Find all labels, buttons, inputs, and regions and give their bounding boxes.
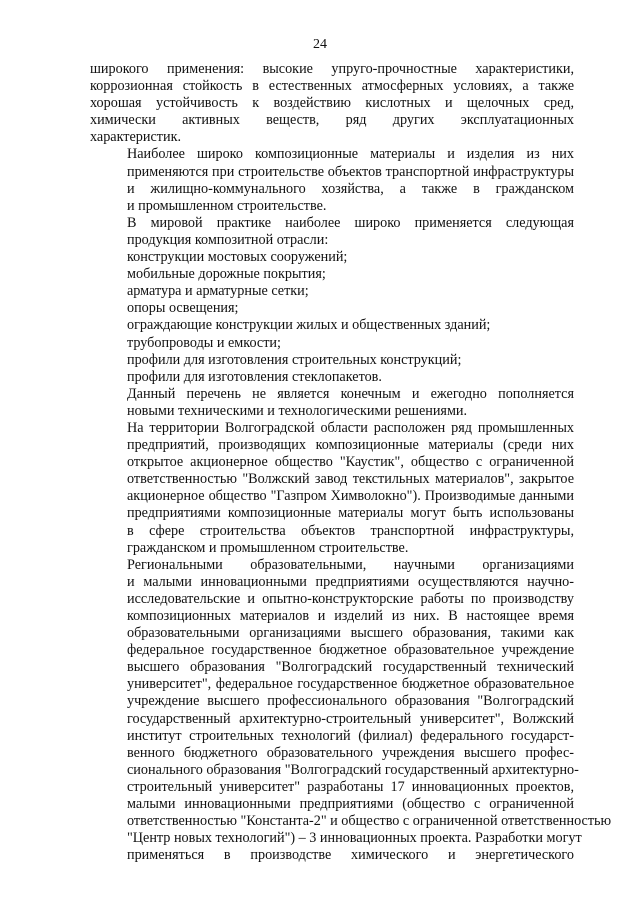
paragraph [90,420,574,557]
text-line: предприятий, производящих композиционные материалы (среди них [127,437,574,454]
text-line: предприятиями композиционные материалы могут быть использованы [127,505,574,522]
text-line: образовательными организациями высшего образования, такими как [127,625,574,642]
text-line: химически активных веществ, ряд других эксплуатационных [90,112,574,129]
list-item: профили для изготовления стеклопакетов. [127,368,382,385]
text-line: коррозионная стойкость в естественных атмосферных условиях, а также [90,78,574,95]
text-line: ответственностью "Константа-2" и общество с ограниченной ответственностью [127,813,612,830]
text-line: гражданском и промышленном строительстве. [127,539,409,556]
list-item: опоры освещения; [127,300,239,317]
list-item: арматура и арматурные сетки; [127,283,309,300]
text-line: и жилищно-коммунального хозяйства, а также в гражданском [127,180,574,197]
list-item: конструкции мостовых сооружений; [127,249,348,266]
text-line: открытое акционерное общество "Каустик", общество с ограниченной [127,454,574,471]
text-line: композиционных материалов и изделий из них. В настоящее время [127,608,574,624]
text-line: высшего образования "Волгоградский государственный технический [127,659,574,676]
text-line: В мировой практике наиболее широко применяется следующая [127,214,574,231]
text-line: применяются при строительстве объектов транспортной инфраструктуры [127,163,574,180]
text-line: в сфере строительства объектов транспортной инфраструктуры, [127,522,574,539]
text-line: строительный университет" разработаны 17 инновационных проектов, [127,778,574,795]
text-line: исследовательские и опытно-конструкторские работы по производству [127,590,574,607]
document-body [90,61,612,864]
text-line: университет", федеральное государственное бюджетное образовательное [127,676,574,693]
text-line: венного бюджетного образовательного учреждения высшего профес- [127,744,574,761]
paragraph [90,215,574,249]
text-line: Наиболее широко композиционные материалы и изделия из них [127,146,574,163]
list-item: профили для изготовления строительных конструкций; [127,351,462,368]
text-line: государственный архитектурно-строительный университет", Волжский [127,710,574,727]
text-line: На территории Волгоградской области расположен ряд промышленных [127,419,574,436]
list-item: трубопроводы и емкости; [127,334,281,351]
text-line: продукция композитной отрасли: [127,231,329,248]
text-line: новыми техническими и технологическими решениями. [127,402,468,419]
paragraph [90,386,574,420]
page-number: 24 [313,37,327,52]
list-item: ограждающие конструкции жилых и общественных зданий; [127,317,491,334]
text-line: и малыми инновационными предприятиями осуществляются научно- [127,573,574,590]
text-line: учреждение высшего профессионального образования "Волгоградский [127,693,574,710]
paragraph [90,61,574,146]
text-line: федеральное государственное бюджетное образовательное учреждение [127,642,574,659]
text-line: хорошая устойчивость к воздействию кислотных и щелочных сред, [90,95,574,112]
list-item: мобильные дорожные покрытия; [127,266,326,283]
text-line: институт строительных технологий (филиал) федерального государст- [127,727,574,744]
text-line: широкого применения: высокие упруго-прочностные характеристики, [90,61,574,77]
text-line: акционерное общество "Газпром Химволокно"). Производимые данными [127,488,574,505]
text-line: характеристик. [90,129,182,146]
paragraph [90,556,612,865]
paragraph [90,146,574,214]
text-line: Региональными образовательными, научными организациями [127,556,574,573]
text-line: Данный перечень не является конечным и ежегодно пополняется [127,385,574,402]
text-line: сионального образования "Волгоградский государственный архитектурно- [127,761,579,778]
text-line: малыми инновационными предприятиями (общество с ограниченной [127,796,574,813]
text-line: ответственностью "Волжский завод текстильных материалов", закрытое [127,471,574,488]
text-line: и промышленном строительстве. [127,197,327,214]
text-line: применяться в производстве химического и энергетического [127,847,574,864]
text-line: "Центр новых технологий") – 3 инновационных проекта. Разработки могут [127,830,582,847]
